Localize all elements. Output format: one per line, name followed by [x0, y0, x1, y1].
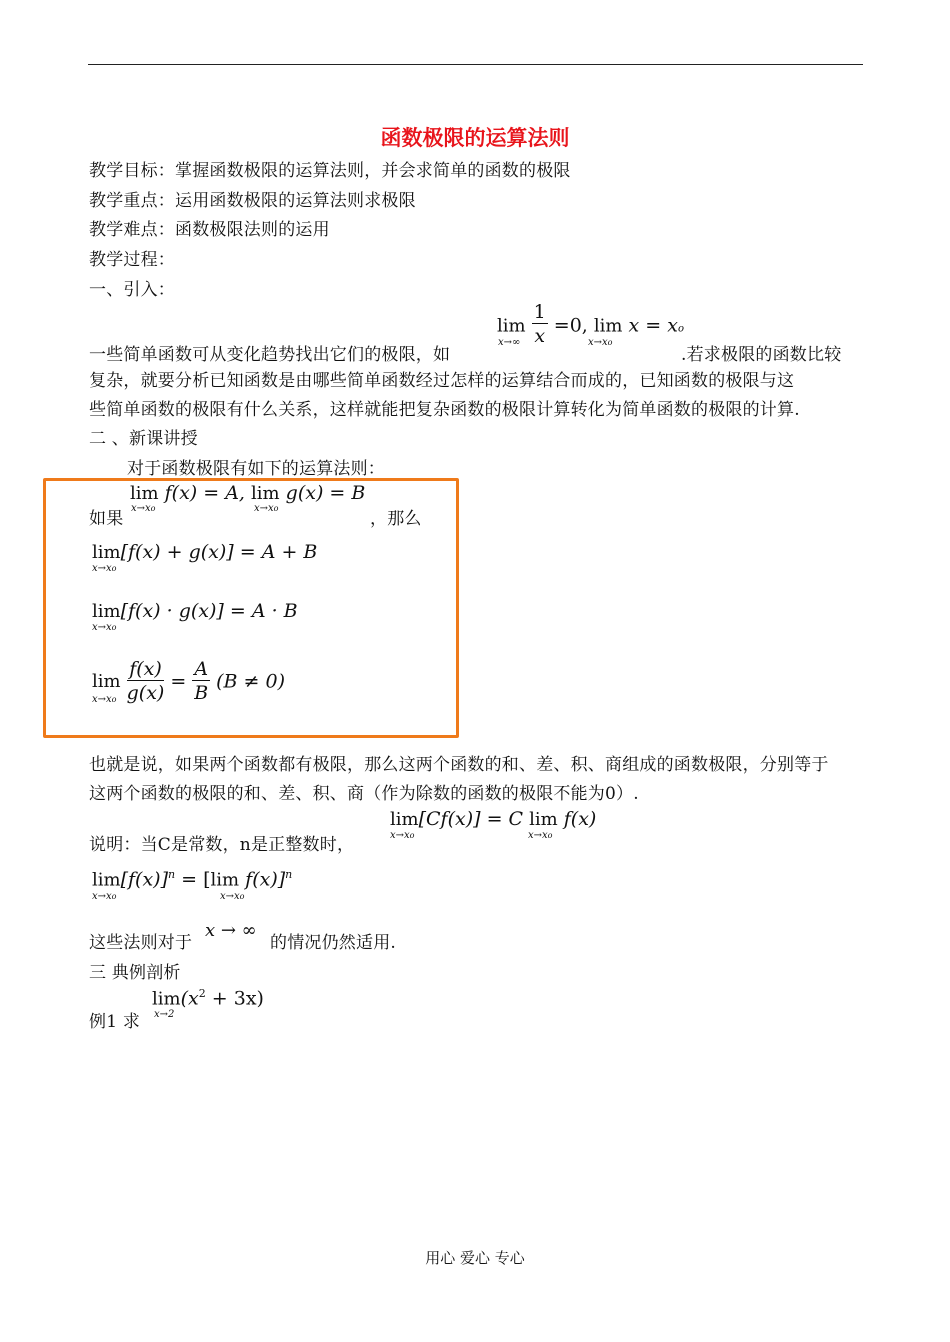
section-new-lesson-heading: 二 、新课讲授 [89, 429, 198, 449]
exponent-n: n [168, 868, 176, 881]
lim-subscript: x→xo [92, 563, 117, 574]
example1-label: 例1 求 [89, 1012, 141, 1032]
power-rule [92, 868, 292, 890]
fraction-denominator: x [534, 325, 546, 347]
example1-rest: + 3x) [211, 987, 264, 1010]
lim-subscript: x→xo [390, 830, 415, 841]
section-examples-heading: 三 典例剖析 [89, 963, 181, 983]
lim-symbol: lim [92, 542, 121, 563]
example1-formula [152, 987, 264, 1009]
lim-subscript: x→xo [92, 622, 117, 633]
lim-subscript: x→xo [131, 503, 156, 514]
note-text: 说明：当C是常数，n是正整数时， [89, 835, 355, 855]
intro-text-b: .若求极限的函数比较 [681, 345, 842, 365]
subscript: o [677, 323, 684, 335]
teaching-difficulty: 教学难点：函数极限法则的运用 [89, 220, 330, 240]
constant-rhs: f(x) [563, 808, 597, 830]
lim-subscript: x→xo [92, 891, 117, 902]
lim-subscript: x→xo [220, 891, 245, 902]
page-title: 函数极限的运算法则 [380, 126, 570, 150]
header-divider [88, 64, 863, 65]
lim-subscript: x→xo [254, 503, 279, 514]
infinity-text-b: 的情况仍然适用. [270, 933, 397, 953]
lim-subscript: x→xo [92, 694, 117, 705]
teaching-process: 教学过程： [89, 250, 175, 270]
product-rule [92, 600, 298, 622]
lim-symbol: lim [529, 809, 558, 830]
lim-symbol: lim [210, 869, 240, 891]
constant-lhs: [Cf(x)] = C [418, 808, 524, 830]
quotient-B: B [194, 682, 209, 704]
lim-symbol: lim [390, 809, 419, 830]
lim-symbol: lim [92, 601, 121, 622]
product-expr: [f(x) · g(x)] = A · B [120, 600, 298, 622]
condition-formula [130, 482, 365, 504]
lim-symbol: lim [92, 869, 121, 891]
condition-g: g(x) = B [285, 482, 366, 504]
infinity-text-a: 这些法则对于 [89, 933, 193, 953]
quotient-condition: (B ≠ 0) [216, 670, 286, 693]
power-lhs: [f(x)] [120, 868, 168, 891]
lim-subscript: x→∞ [498, 337, 521, 348]
summary-a: 也就是说，如果两个函数都有极限，那么这两个函数的和、差、积、商组成的函数极限，分别等于 [89, 755, 829, 775]
sum-expr: [f(x) + g(x)] = A + B [120, 541, 318, 563]
sum-rule [92, 541, 317, 563]
quotient-numerator: f(x) [127, 658, 165, 681]
lim-subscript: x→xo [528, 830, 553, 841]
power-mid: = [ [181, 868, 211, 891]
quotient-A: A [194, 658, 209, 680]
exponent-2: 2 [198, 987, 206, 1000]
summary-b: 这两个函数的极限的和、差、积、商（作为除数的函数的极限不能为0）. [89, 784, 639, 804]
lim-symbol: lim [92, 671, 121, 692]
example1-expr: (x [180, 987, 199, 1010]
then-label: ，那么 [370, 509, 422, 529]
intro-limit-expr: x = x [628, 314, 678, 337]
lim-symbol: lim [251, 483, 280, 504]
intro-rhs: =0, [553, 314, 588, 337]
exponent-n: n [285, 868, 293, 881]
lim-subscript: x→2 [154, 1009, 175, 1020]
fraction-numerator: 1 [533, 301, 546, 323]
constant-rule [390, 808, 596, 830]
teaching-goal: 教学目标：掌握函数极限的运算法则，并会求简单的函数的极限 [89, 161, 571, 181]
teaching-focus: 教学重点：运用函数极限的运算法则求极限 [89, 191, 416, 211]
lim-subscript: x→xo [588, 337, 613, 348]
intro-text-c: 复杂，就要分析已知函数是由哪些简单函数经过怎样的运算结合而成的，已知函数的极限与这 [89, 371, 795, 391]
condition-f: f(x) = A, [164, 482, 245, 504]
equals-sign: = [170, 670, 187, 693]
lim-symbol: lim [593, 315, 623, 337]
if-label: 如果 [89, 509, 124, 529]
lim-symbol: lim [130, 483, 159, 504]
page-footer: 用心 爱心 专心 [425, 1249, 525, 1267]
intro-text-a: 一些简单函数可从变化趋势找出它们的极限，如 [89, 345, 451, 365]
power-rhs: f(x)] [245, 868, 286, 891]
quotient-denominator: g(x) [126, 682, 165, 704]
rules-intro: 对于函数极限有如下的运算法则： [127, 459, 385, 479]
section-intro-heading: 一、引入： [89, 280, 175, 300]
intro-text-d: 些简单函数的极限有什么关系，这样就能把复杂函数的极限计算转化为简单函数的极限的计算. [89, 400, 800, 420]
lim-symbol: lim [152, 988, 181, 1010]
quotient-rule [92, 658, 285, 705]
x-arrow-infinity: x → ∞ [205, 920, 257, 941]
lim-symbol: lim [497, 315, 526, 337]
